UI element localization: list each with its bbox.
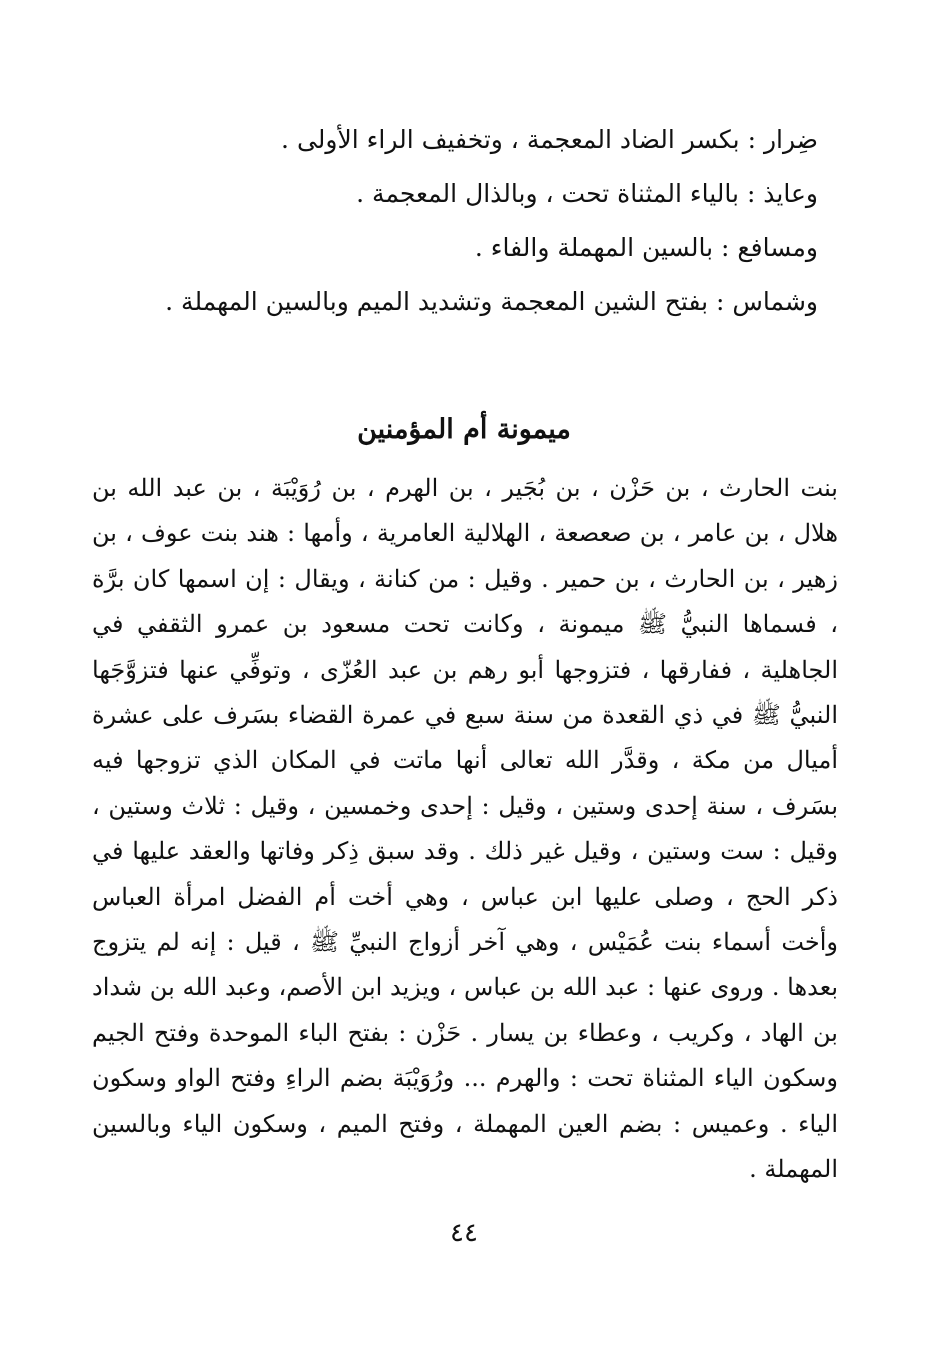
note-line: ومسافع : بالسين المهملة والفاء . bbox=[474, 233, 818, 262]
notes-section bbox=[118, 118, 818, 334]
page-number: ٤٤ bbox=[450, 1218, 478, 1248]
body-paragraph: بنت الحارث ، بن حَزْن ، بن بُجَير ، بن الهرم ، بن رُوَيْبَة ، بن عبد الله بن هلال ، بن عامر ، بن صعصعة ، الهلالية العامرية ، وأمها : هند بنت عوف ، بن زهير ، بن الحارث ، بن حمير . وقيل : من كنانة ، ويقال : إن اسمها كان برَّة ، فسماها النبيُّ ﷺ ميمونة ، وكانت تحت مسعود بن عمرو الثقفي في الجاهلية ، ففارقها ، فتزوجها أبو رهم بن عبد العُزّى ، وتوفِّي عنها فتزوَّجَها النبيُّ ﷺ في ذي القعدة من سنة سبع في عمرة القضاء بسَرف على عشرة أميال من مكة ، وقدَّر الله تعالى أنها ماتت في المكان الذي تزوجها فيه بسَرف ، سنة إحدى وستين ، وقيل : إحدى وخمسين ، وقيل : ثلاث وستين ، وقيل : ست وستين ، وقيل غير ذلك . وقد سبق ذِكر وفاتها والعقد عليها في ذكر الحج ، وصلى عليها ابن عباس ، وهي أخت أم الفضل امرأة العباس وأخت أسماء بنت عُمَيْس ، وهي آخر أزواج النبيِّ ﷺ ، قيل : إنه لم يتزوج بعدها . وروى عنها : عبد الله بن عباس ، ويزيد ابن الأصم، وعبد الله بن شداد بن الهاد ، وكريب ، وعطاء بن يسار . حَزْن : بفتح الباء الموحدة وفتح الجيم وسكون الياء المثناة تحت : والهرم ... ورُوَيْبَة بضم الراءِ وفتح الواو وسكون الياء . وعميس : بضم العين المهملة ، وفتح الميم ، وسكون الياء وبالسين المهملة . bbox=[92, 474, 839, 1184]
note-line: ضِرار : بكسر الضاد المعجمة ، وتخفيف الراء الأولى . bbox=[281, 125, 818, 154]
note-line: وشماس : بفتح الشين المعجمة وتشديد الميم وبالسين المهملة . bbox=[165, 287, 818, 316]
note-line: وعايذ : بالياء المثناة تحت ، وبالذال المعجمة . bbox=[356, 179, 818, 208]
section-heading: ميمونة أم المؤمنين bbox=[357, 414, 571, 445]
